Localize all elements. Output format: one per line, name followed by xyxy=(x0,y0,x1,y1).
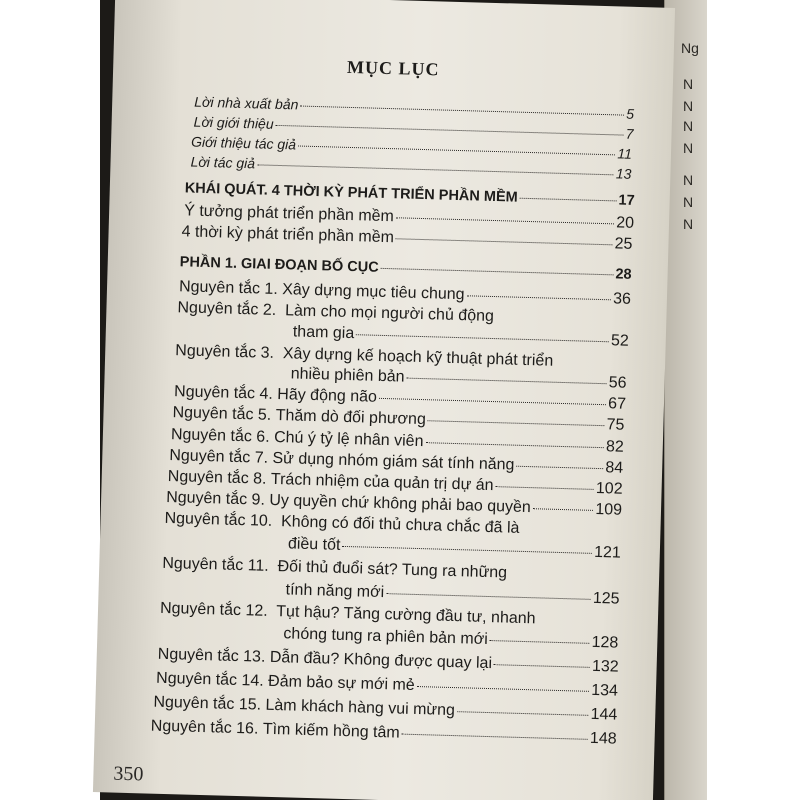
section-heading-label: KHÁI QUÁT. 4 THỜI KỲ PHÁT TRIỂN PHẦN MỀM xyxy=(184,180,518,206)
principle-number: Nguyên tắc 3. xyxy=(175,342,275,362)
leader-dots xyxy=(417,686,590,692)
leader-dots xyxy=(356,334,609,342)
toc-entry-page: 7 xyxy=(625,125,634,142)
principle-number: Nguyên tắc 13. xyxy=(157,645,266,666)
principle-number: Nguyên tắc 11. xyxy=(162,554,269,575)
principle-page: 132 xyxy=(591,657,619,676)
principle-page: 75 xyxy=(606,416,625,434)
principle-page: 56 xyxy=(608,374,627,392)
principle-page: 67 xyxy=(607,395,627,413)
leader-dots xyxy=(386,593,591,600)
leader-dots xyxy=(276,125,624,136)
principle-title: Trách nhiệm của quản trị dự án xyxy=(270,470,494,495)
principle-number: Nguyên tắc 7. xyxy=(169,447,269,467)
toc-entry-page: 25 xyxy=(614,235,633,253)
principle-title: Dẫn đầu? Không được quay lại xyxy=(269,648,493,673)
principle-page: 128 xyxy=(591,633,619,652)
section-heading-page: 17 xyxy=(618,192,635,209)
toc-entry-page: 11 xyxy=(617,145,633,162)
leader-dots xyxy=(342,546,592,554)
principle-number: Nguyên tắc 15. xyxy=(153,693,262,714)
toc-entry-label: 4 thời kỳ phát triển phần mềm xyxy=(181,223,395,247)
principle-entry xyxy=(162,555,507,583)
principle-page: 109 xyxy=(595,500,623,519)
leader-dots xyxy=(490,640,590,644)
principle-title-cont: nhiều phiên bản xyxy=(290,365,405,386)
principle-number: Nguyên tắc 2. xyxy=(177,299,277,319)
toc-entry-page: 20 xyxy=(616,214,635,232)
next-page-fragment: N xyxy=(683,98,694,114)
toc-entry-label: Giới thiệu tác giả xyxy=(190,133,297,153)
next-page-fragment: Ng xyxy=(681,40,699,56)
principle-page: 121 xyxy=(593,543,622,562)
principle-title: Làm khách hàng vui mừng xyxy=(265,696,456,720)
section-heading-label: PHẦN 1. GIAI ĐOẠN BỐ CỤC xyxy=(179,254,379,276)
leader-dots xyxy=(379,398,606,405)
principle-title: Đối thủ đuổi sát? Tung ra những xyxy=(277,558,508,582)
principle-number: Nguyên tắc 10. xyxy=(164,509,273,530)
next-page-fragment: N xyxy=(683,194,694,210)
principle-title-cont: tính năng mới xyxy=(285,581,385,602)
principle-title: Hãy động não xyxy=(277,386,378,406)
principle-number: Nguyên tắc 5. xyxy=(172,404,272,424)
toc-entry-page: 13 xyxy=(615,165,632,182)
principle-number: Nguyên tắc 16. xyxy=(150,717,259,738)
toc-entry-page: 5 xyxy=(626,105,635,122)
principle-title-cont: chóng tung ra phiên bản mới xyxy=(283,625,488,648)
table-of-contents xyxy=(93,0,675,800)
leader-dots xyxy=(425,442,604,448)
principle-number: Nguyên tắc 6. xyxy=(170,426,270,446)
leader-dots xyxy=(381,268,614,276)
toc-entry-label: Lời giới thiệu xyxy=(193,113,274,132)
principle-title-cont: điều tốt xyxy=(287,535,341,554)
principle-number: Nguyên tắc 8. xyxy=(167,467,267,488)
principle-number: Nguyên tắc 12. xyxy=(159,599,268,620)
toc-entry-label: Lời nhà xuất bản xyxy=(194,93,299,113)
leader-dots xyxy=(396,238,613,245)
principle-page: 125 xyxy=(592,589,620,608)
principle-title: Không có đối thủ chưa chắc đã là xyxy=(280,513,520,537)
principle-page: 52 xyxy=(610,332,629,350)
principle-title: Sử dụng nhóm giám sát tính năng xyxy=(272,449,515,474)
principle-continuation xyxy=(288,535,621,562)
leader-dots xyxy=(257,164,614,175)
principle-number: Nguyên tắc 4. xyxy=(173,383,274,403)
principle-title: Tụt hậu? Tăng cường đầu tư, nhanh xyxy=(276,603,536,628)
next-page-fragment: N xyxy=(683,172,694,188)
leader-dots xyxy=(300,106,624,116)
principle-page: 102 xyxy=(595,479,623,498)
principle-page: 148 xyxy=(589,729,617,748)
principle-page: 84 xyxy=(605,459,624,477)
principle-title: Tìm kiếm hồng tâm xyxy=(262,720,400,742)
principle-title-cont: tham gia xyxy=(292,323,355,343)
principle-title: Thăm dò đối phương xyxy=(275,406,427,429)
leader-dots xyxy=(402,734,588,740)
page-number: 350 xyxy=(113,762,144,786)
principle-page: 82 xyxy=(605,438,625,456)
section-heading-page: 28 xyxy=(615,266,632,283)
principle-title: Đảm bảo sự mới mẻ xyxy=(267,672,415,694)
principle-number: Nguyên tắc 9. xyxy=(165,488,266,509)
leader-dots xyxy=(406,378,606,385)
toc-title: MỤC LỤC xyxy=(346,56,440,80)
principle-title: Xây dựng kế hoạch kỹ thuật phát triển xyxy=(282,345,554,370)
principle-number: Nguyên tắc 14. xyxy=(155,669,264,690)
leader-dots xyxy=(457,711,589,716)
leader-dots xyxy=(298,146,615,156)
principle-title: Xây dựng mục tiêu chung xyxy=(281,281,465,304)
leader-dots xyxy=(520,198,617,202)
leader-dots xyxy=(396,217,614,224)
book-page xyxy=(93,0,675,800)
leader-dots xyxy=(495,486,593,490)
principle-page: 134 xyxy=(591,681,619,700)
next-page-fragment: N xyxy=(683,140,694,156)
principle-page: 144 xyxy=(590,705,618,724)
toc-entry-label: Ý tưởng phát triển phần mềm xyxy=(183,202,395,226)
principle-continuation xyxy=(283,625,618,652)
principle-title: Làm cho mọi người chủ động xyxy=(284,302,495,326)
principle-page: 36 xyxy=(612,290,632,308)
principle-title: Uy quyền chứ không phải bao quyền xyxy=(269,491,532,517)
leader-dots xyxy=(428,420,605,426)
leader-dots xyxy=(533,508,594,511)
leader-dots xyxy=(516,466,603,469)
leader-dots xyxy=(466,295,611,300)
leader-dots xyxy=(494,664,590,668)
toc-entry-label: Lời tác giả xyxy=(190,153,256,172)
principle-title: Chú ý tỷ lệ nhân viên xyxy=(273,428,424,451)
section-heading xyxy=(180,254,632,283)
next-page-fragment: N xyxy=(683,216,694,232)
next-page-fragment: N xyxy=(683,118,694,134)
principle-number: Nguyên tắc 1. xyxy=(178,278,279,298)
next-page-fragment: N xyxy=(683,76,694,92)
